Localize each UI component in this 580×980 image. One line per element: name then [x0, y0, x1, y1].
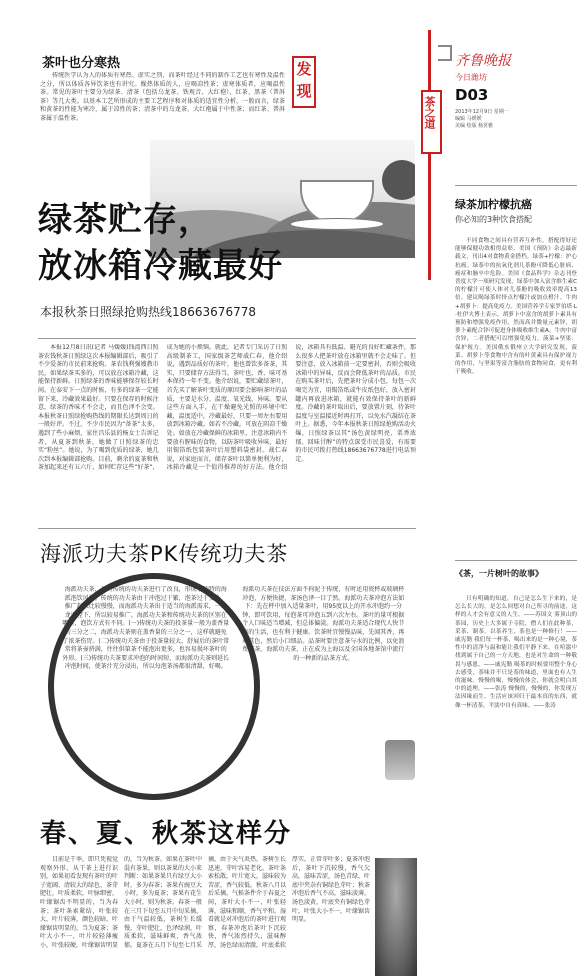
right-article-title: 绿茶加柠檬抗癌: [455, 198, 532, 211]
article-body-seasons: 目前是干季，即只凭视觉观察外形、从干茶上进行识别，如果初看发现有茶叶的叶子宽阔、清较大的绿色，茶芽肥壮，叶质柔软，叶脉细密，叶缘锯齿不明显的，当为春茶；茶叶条索紧结，叶张较大，叶片较薄，颜色较暗，叶缘锯齿明显的，当为夏茶；茶叶大小不一，叶片较轻薄瘦小，叶张较硬，叶缘锯齿明显的，当为秋茶。如果在茶叶中混有茶果，则以茶果的大小来判断：如果茶果只有绿豆大小时，多为春茶；茶果有豌豆大小时，多为夏茶；茶果有花生大小时，则为秋茶。春茶一般在三月下旬至五月中旬采摘，由于气温较低，茶树生长缓慢，芽叶肥壮，色泽绿润，叶质柔软，滋味鲜爽，香气浓郁。夏茶在五月下旬至七月采摘，由于天气炎热，茶树生长迅速，芽叶容易老化，茶叶条索松散，叶片宽大，滋味较为苦涩，香气较低。秋茶八月以后采摘，气候条件介于春夏之间，茶叶大小不一，叶张轻薄，滋味和顺，香气平和。湿看就是对冲泡后的茶叶进行观察，春茶冲泡后茶叶下沉较快，香气浓烈持久，滋味醇厚，汤色绿而清澈，叶底柔软厚实，正常芽叶多；夏茶冲泡后，茶叶下沉较慢，香气欠高，滋味苦涩，汤色青绿，叶底中夹杂有铜绿色芽叶；秋茶冲泡后香气不高，滋味淡薄，汤色淡黄，叶底夹有铜绿色芽叶，叶张大小不一，叶缘锯齿明显。: [40, 856, 370, 949]
headline-pk: 海派功夫茶PK传统功夫茶: [40, 542, 289, 566]
masthead: [455, 50, 577, 129]
newspaper-logo: 齐鲁晚报: [455, 53, 511, 69]
tea-plantation-photo: [150, 140, 415, 258]
section-strip: [421, 30, 439, 280]
article-body-storage: 本报12月8日讯(记者 马媛媛)钱湾西日照茶农钱秋茶日照绿这次本报编辑部后，吸引了不少爱茶的市民前来抢购。茶农钱利强嫂教市民，如果绿茶买多的，可以放在冰箱冷藏，这能保持新鲜。日照绿茶的香味能够保存较长时间。在泰安下一点的时候，有多的绿茶一定能留下来，冷藏效果最好。只要在保存的时候注意，绿茶的香味才不会走，而且色泽不会变。本报秋茶日照绿抢购热线的期限长达到周日的一般好评。不过，不少市民因为“备茶”太多，遇到了些小麻烦，家住昌乐县的杨女士告诉记者，从夏茶到秋茶，她做了日照绿茶的忠实“粉丝”。她说，为了喝到优质的绿茶，她几次到本报编辑部抢购。目前，剩余的夏茶和秋茶加起来还有五六斤，如何贮存这些“好茶”，成为她的小烦恼。就此，记者专门采访了日照高级制茶工，国家级茶艺师戚仁春，他介绍说，遇到品质好的茶叶，他也曾饮多备茶，其实，只要储存方法得当，茶叶也，香、味可基本保持一年不变。他介绍说，要贮藏绿茶叶，首先买了解茶叶变质的原因要会影响茶叶的品质，主要是水分、温度、氧光线、异味。要从这些方面入手，在干燥避免光照的环境中贮藏，温度适中，冷藏最好，只要一周左右要用放到冰箱冷藏。如若不冷藏，可放在阴凉干燥处。如放在冷藏保鲜的冰箱里，注意冰箱内不要放有腥味的食物，以防茶叶吸收异味，最好用锡箔纸包装茶叶后用塑料袋密封。战仁春说，对家庭而言，储存茶叶以简单便利为好，冰箱冷藏是一个值得推荐的好方法。他介绍说，冰箱具有低温、避光的良好贮藏条件，那么很多人把茶叶放在冰箱里就不会走味了。但要注意，放入冰箱前一定要密封，否则会吸收冰箱中的异味，反而会降低茶叶的品质。市民在购买茶叶后，先把茶叶分成小包，每包一次喝完为宜，用锡箔纸或牛皮纸包好，放入密封罐内再放进冰箱，就能有效保持茶叶的新鲜度。冷藏的茶叶取出后，要放置片刻，待茶叶温度与室温接近时再打开，以免水汽凝结在茶叶上。据悉，今年本报秋茶日照绿抢购活动火爆，日照绿茶以其“汤色黄绿明亮、栗香浓郁、回味甘醇”的特点深受市民喜爱，有需要的市民可拨打热线18663676778进行电话预定。: [38, 344, 416, 472]
leaf-photo: [375, 858, 417, 976]
right-article-subtitle: 你必知的3种饮食搭配: [455, 215, 533, 224]
right-book-body: 只有明确的知道，自己是怎么生下来的，是怎么长大的，是怎么回想对自己所寻的前途，这样的人才会有意义的人生。——苏国文 雾顶山的茶园，历史上大多属于寺院，僧人们在此种茶，采茶、制茶，以茶养生，茶也是一种修行！——戚宪勤 我们每一杯茶，喝出来的是一种心境，茶性中的清净与温和能让我们平静下来，在喧嚣中找到属于自己的一方天地，也是对生命的一种敬畏与感恩。——戚宪勤 喝茶的时候要用整个身心去感受，茶味并不只是茶的味道，里面也有人生的滋味。慢慢的喝，慢慢的体会，你就会明白其中的道理。——张涛 慢慢的，慢慢的，你发现万法因缘而生，生活应该回归于最本真的东西，就像一杯清茶，平淡中自有真味。——张涛: [455, 596, 577, 709]
right-book-title: 《茶，一片树叶的故事》: [455, 569, 543, 578]
headline-seasons: 春、夏、秋茶这样分: [40, 819, 293, 849]
article-body-cold-hot: 传统医学认为人的体质有寒热、虚实之别，而茶叶经过不同的制作工艺也有寒性及温性之分，所以体质各异饮茶也有讲究。燥热体质的人，应喝凉性茶；虚寒体质者，应喝温性茶。常见的茶叶主要分为绿茶、清茶（包括乌龙茶、铁观音、大红袍）、红茶、黑茶（普洱茶）等几大类。以基本工艺所形成的主要工艺程序和对体质的适宜性分析，一般而言，绿茶和黄茶的性能为寒冷，属于凉性的茶；清茶中的乌龙茶、大红袍属于中性茶；而红茶、普洱茶属于温性茶。: [40, 72, 285, 122]
headline-line1: 绿茶贮存，: [38, 200, 213, 240]
page-number: D03: [455, 86, 489, 104]
article-body-kungfu: 海派功夫茶，是对传统的功夫茶进行了改良，形成了独特的海派泡饮风格。传统的功夫茶由于冲泡过于繁，泡茶过于复杂，推广起来比较慢慢，而海派功夫茶出于适当的海派需求，一条龙调控下，所以较易推广。海派功夫茶和传统功夫茶的区别在哪里，泡饮方式有不同。(一)传统功夫茶的投茶量一般为盖香量的三分之二，海派功夫茶则在盖香量的三分之一，这样就避免了浓茶伤胃。(二)传统功夫茶由于投茶量较大，舒展后的茶叶常常将茶壶挤满，往往供第茶不能泡出更多，也容易损坏茶叶的外形。(三)传统功夫茶要求冲泡的时间短，而海派功夫茶则延长冲泡时间，使茶汁充分浸出，所以每泡茶汤都很清甜，好喝。海派功夫茶在技法方面不拘泥于传统，有时还用瓷杯或玻璃杯冲泡，方便快捷，茶汤色泽一目了然。海派功夫茶冲泡方法如下：先在杯中加入适量茶叶，用95度以上的开水冲泡约一分钟，即可饮用，每泡茶可冲泡五到六次左右。茶叶的量可根据个人口味适当增减，但总体偏淡。海派功夫茶适合现代人快节奏的生活，也有利于健康。饮茶时宜慢慢品味，先闻其香，再观其色，然后小口细品。品茶时要注意茶与水的比例，以免浪费好茶。海派功夫茶，正在成为上海以及全国各地茶馆中流行的一种新的品茶方式。: [62, 586, 405, 671]
section-tag-label: 茶之道: [423, 96, 436, 129]
article-title-cold-hot: 茶叶也分寒热: [42, 56, 121, 71]
headline-line2: 放冰箱冷藏最好: [38, 246, 283, 286]
cup-illustration: [385, 740, 415, 780]
discover-tag: [292, 56, 316, 108]
right-article-body: 不同食物之间具有营养互补性，搭配得好还能够保健功效相得益彰。美国《预防》杂志最新载文，刊出4对食物黄金搭档。绿茶+柠檬：护心抗癌。绿茶中的抗氧化剂儿茶酚可降低心脏病、癌症和脑卒中危险。美国《食品科学》杂志刊登普度大学一项研究发现，绿茶中加入富含维生素C的柠檬汁可使人体对儿茶酚的吸收效率提高13倍。建议喝绿茶时挤点柠檬汁或加点橙汁。牛肉+胡萝卜：提高免疫力。美国营养学专家罗伯塔·L·杜伊夫博士表示，胡萝卜中富含的胡萝卜素具有预防和增强免疫作用，然而高并微量元素锌，胡萝卜素配合锌可促进身体吸收维生素A。牛肉中富含锌，二者搭配可以增强免疫力。菠菜+坚果：保护视力。美国俄亥俄州立大学研究发现，菠菜、胡萝卜等食物中含有的叶黄素具有保护视力的作用，与坚果等富含脂肪的食物同食，更有利于吸收。: [455, 238, 577, 376]
section-name: 今日潍坊: [455, 73, 487, 82]
key-pattern-icon: [438, 45, 452, 61]
discover-tag-label: 发现: [296, 60, 312, 100]
editor-credit: 编辑 马媛媛: [455, 116, 482, 122]
issue-date: 2013年12月9日 星期一: [455, 109, 509, 115]
headline-sub: 本报秋茶日照绿抢购热线18663676778: [40, 305, 256, 319]
designer-credit: 美编 绘版 杨茗雅: [455, 123, 494, 129]
